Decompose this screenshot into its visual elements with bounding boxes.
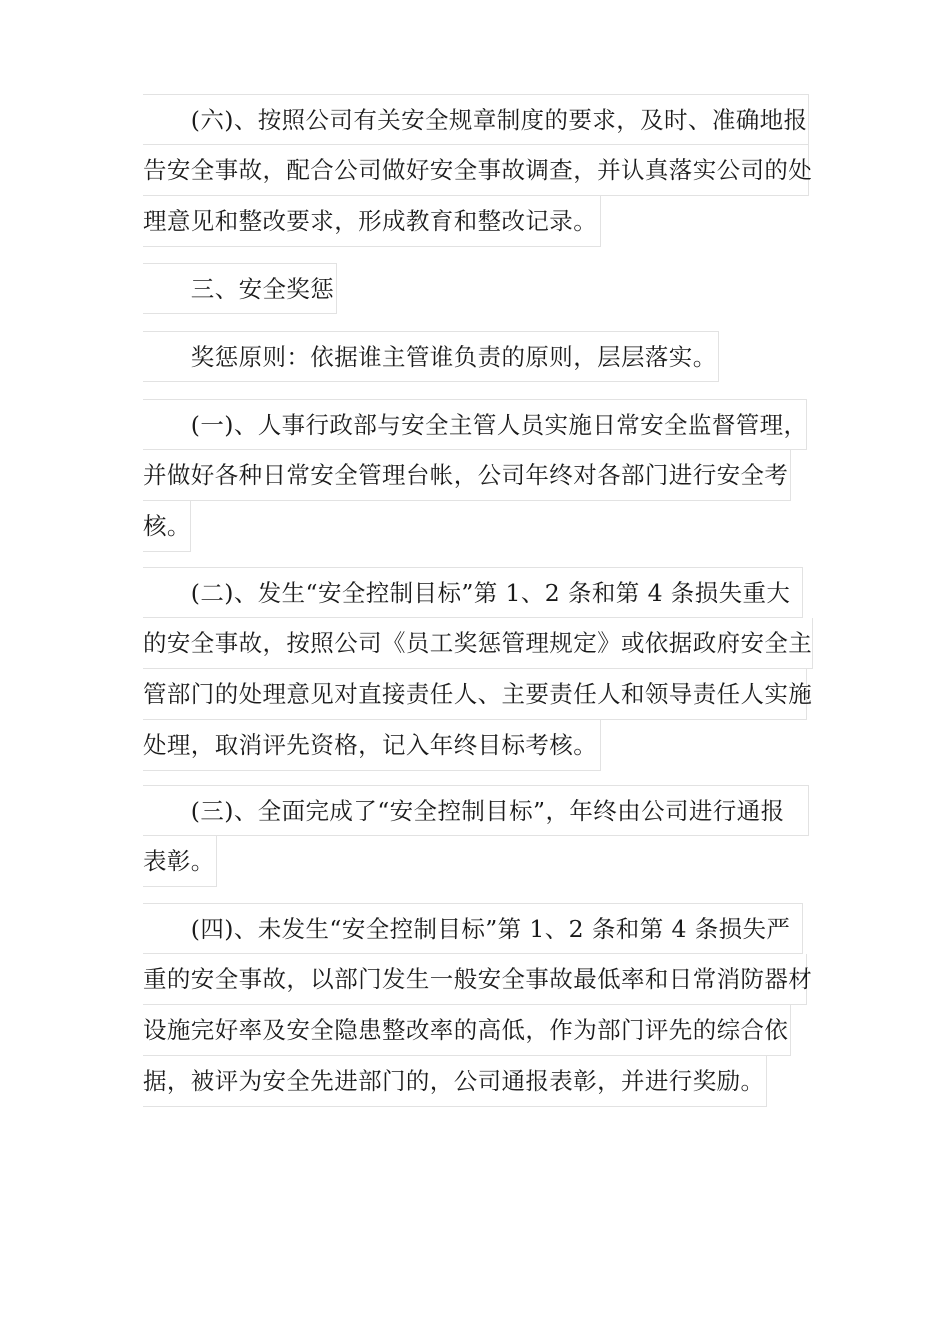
paragraph-reward-principle bbox=[143, 331, 813, 382]
paragraph-line: 奖惩原则：依据谁主管谁负责的原则，层层落实。 bbox=[143, 331, 719, 382]
paragraph-item-four bbox=[143, 903, 813, 1107]
paragraph-line: 重的安全事故，以部门发生一般安全事故最低率和日常消防器材 bbox=[143, 954, 807, 1005]
paragraph-line: 管部门的处理意见对直接责任人、主要责任人和领导责任人实施 bbox=[143, 669, 807, 720]
section-heading-line: 三、安全奖惩 bbox=[143, 263, 337, 314]
section-heading-safety-rewards bbox=[143, 263, 813, 314]
paragraph-line: (四)、未发生“安全控制目标”第 1、2 条和第 4 条损失严 bbox=[143, 903, 803, 954]
paragraph-line: (一)、人事行政部与安全主管人员实施日常安全监督管理， bbox=[143, 399, 807, 450]
paragraph-line: 据，被评为安全先进部门的，公司通报表彰，并进行奖励。 bbox=[143, 1056, 767, 1107]
paragraph-item-three bbox=[143, 785, 813, 887]
paragraph-line: 并做好各种日常安全管理台帐，公司年终对各部门进行安全考 bbox=[143, 450, 791, 501]
paragraph-line: 告安全事故，配合公司做好安全事故调查，并认真落实公司的处 bbox=[143, 145, 809, 196]
paragraph-line: (六)、按照公司有关安全规章制度的要求，及时、准确地报 bbox=[143, 94, 809, 145]
paragraph-line: 处理，取消评先资格，记入年终目标考核。 bbox=[143, 720, 601, 771]
paragraph-line: (三)、全面完成了“安全控制目标”，年终由公司进行通报 bbox=[143, 785, 809, 836]
paragraph-line: 表彰。 bbox=[143, 836, 217, 887]
paragraph-line: 核。 bbox=[143, 501, 191, 552]
paragraph-item-two bbox=[143, 567, 813, 771]
paragraph-item-one bbox=[143, 399, 813, 552]
paragraph-item-six bbox=[143, 94, 813, 247]
paragraph-line: 设施完好率及安全隐患整改率的高低，作为部门评先的综合依 bbox=[143, 1005, 791, 1056]
paragraph-line: (二)、发生“安全控制目标”第 1、2 条和第 4 条损失重大 bbox=[143, 567, 803, 618]
paragraph-line: 的安全事故，按照公司《员工奖惩管理规定》或依据政府安全主 bbox=[143, 618, 813, 669]
paragraph-line: 理意见和整改要求，形成教育和整改记录。 bbox=[143, 196, 601, 247]
